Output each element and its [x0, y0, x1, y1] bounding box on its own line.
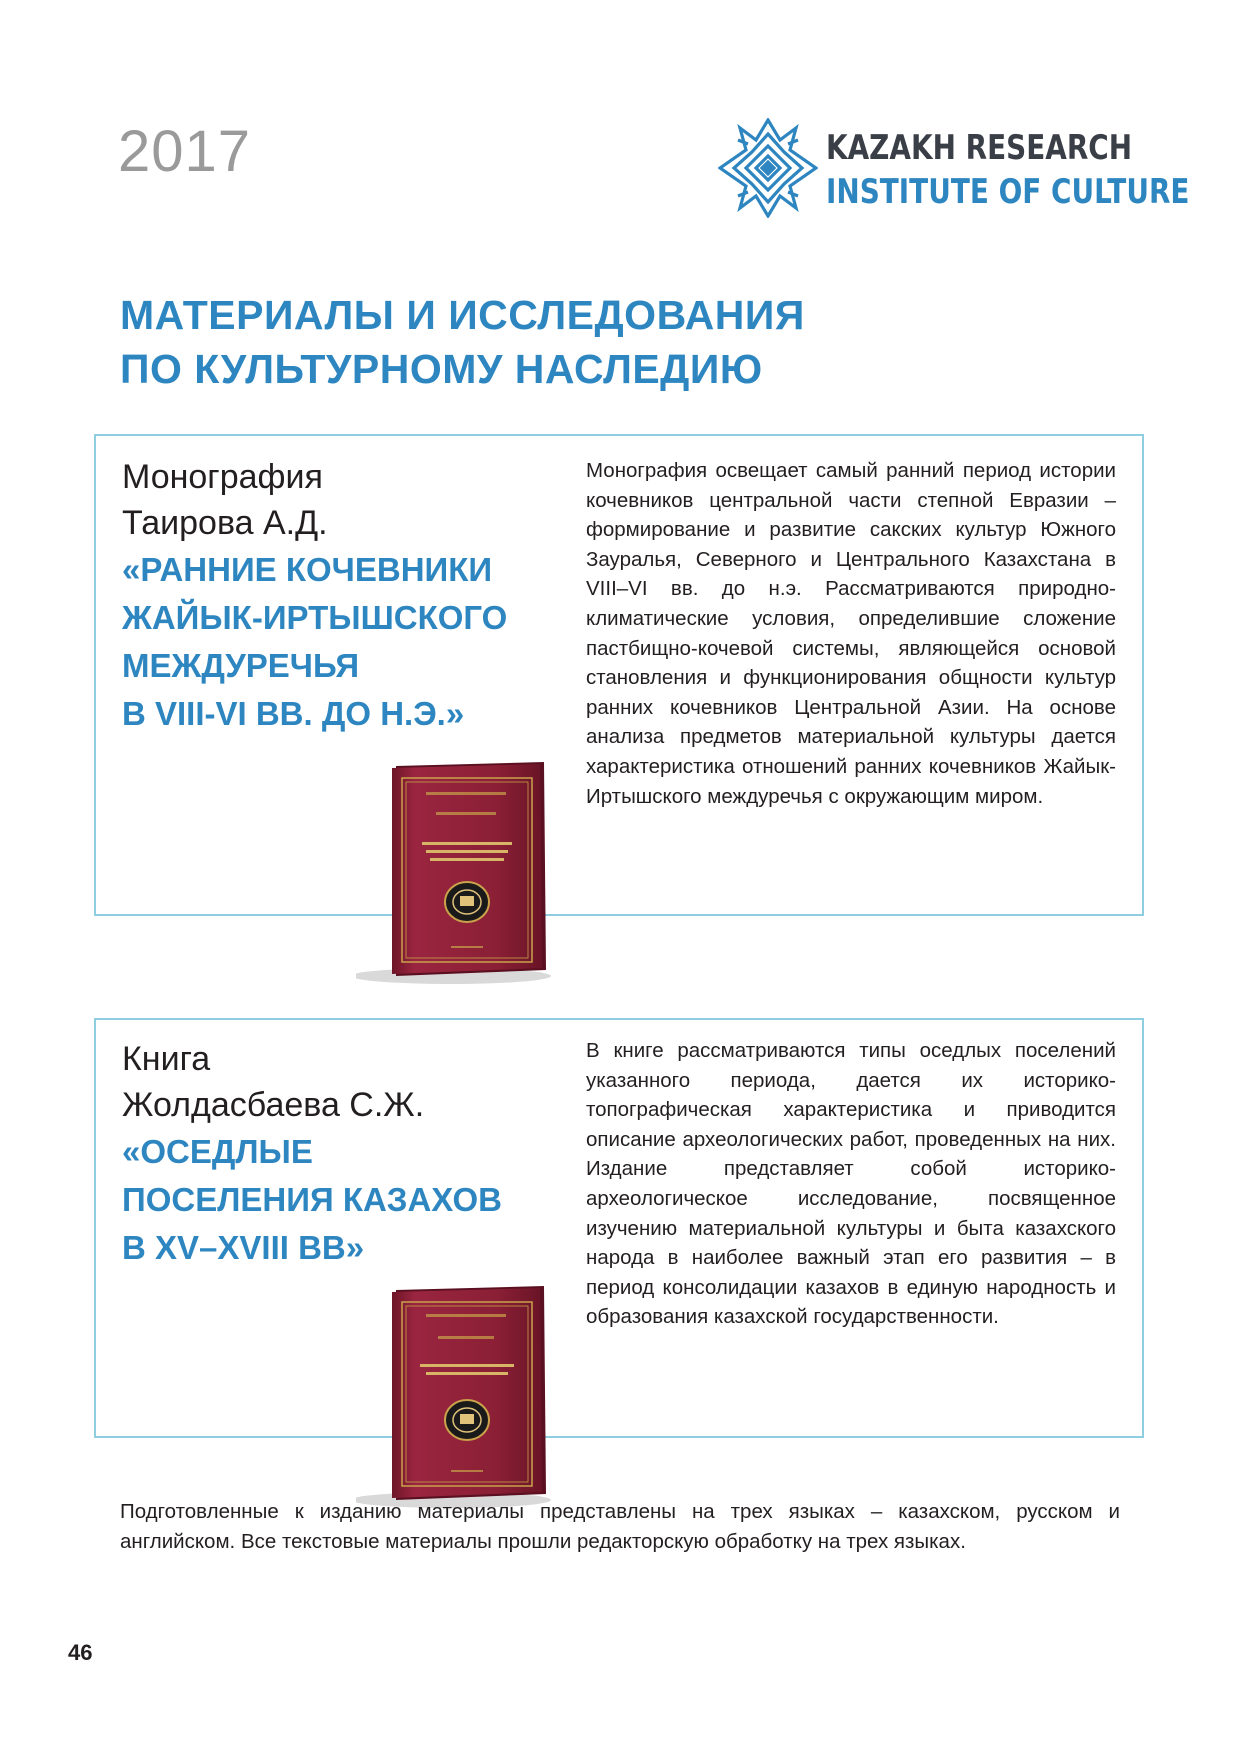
book1-description: Монография освещает самый ранний период истории кочевников центральной части степной Евразии – формирование и развитие сакских культур Южного Зауралья, Северного и Центрального Казахстана в VIII–VI вв. до н.э. Рассматриваются природно-климатические условия, определившие сложение пастбищно-кочевой системы, являющейся основой становления и функционирования общности культур ранних кочевников Центральной Азии. На основе анализа предметов материальной культуры дается характеристика отношений ранних кочевников Жайык-Иртышского междуречья с окружающим миром.: [586, 459, 1116, 808]
book-card-2: [94, 1018, 1144, 1438]
page-title: [120, 288, 805, 396]
book1-title-line: В VIII-VI ВВ. ДО Н.Э.»: [122, 695, 465, 732]
book2-author: Жолдасбаева С.Ж.: [122, 1086, 425, 1124]
ornament-diamond-icon: [718, 118, 818, 218]
book1-title-line: ЖАЙЫК-ИРТЫШСКОГО: [122, 599, 508, 636]
book2-description: В книге рассматриваются типы оседлых поселений указанного периода, дается их историко-топографическая характеристика и приводится описание археологических работ, проведенных на них. Издание представляет собой историко-археологическое исследование, посвященное изучению материальной культуры и быта казахского народа в наиболее важный этап его развития – в период консолидации казахов в единую народность и образования казахской государственности.: [586, 1039, 1116, 1329]
logo-line1: KAZAKH RESEARCH: [826, 128, 1133, 168]
book1-author: Таирова А.Д.: [122, 504, 328, 542]
page-title-line2: ПО КУЛЬТУРНОМУ НАСЛЕДИЮ: [120, 346, 763, 392]
footer-note: Подготовленные к изданию материалы представлены на трех языках – казахском, русском и английском. Все текстовые материалы прошли редакторскую обработку на трех языках.: [120, 1500, 1120, 1553]
book2-type: Книга: [122, 1040, 211, 1078]
book2-title: [122, 1128, 502, 1272]
book1-title: [122, 546, 507, 738]
book1-title-line: «РАННИЕ КОЧЕВНИКИ: [122, 551, 493, 588]
book1-title-line: МЕЖДУРЕЧЬЯ: [122, 647, 360, 684]
page-number: 46: [68, 1640, 93, 1665]
institute-logo: [718, 118, 1190, 218]
book1-cover-image: [356, 762, 556, 988]
book2-title-line: «ОСЕДЛЫЕ: [122, 1133, 313, 1170]
logo-line2: INSTITUTE OF CULTURE: [826, 172, 1190, 212]
book2-title-line: В XV–XVIII ВВ»: [122, 1229, 365, 1266]
page-title-line1: МАТЕРИАЛЫ И ИССЛЕДОВАНИЯ: [120, 292, 805, 338]
book2-title-line: ПОСЕЛЕНИЯ КАЗАХОВ: [122, 1181, 502, 1218]
book1-type: Монография: [122, 458, 323, 496]
year-label: 2017: [118, 119, 252, 184]
book-card-1: [94, 434, 1144, 916]
book2-cover-image: [356, 1286, 556, 1512]
